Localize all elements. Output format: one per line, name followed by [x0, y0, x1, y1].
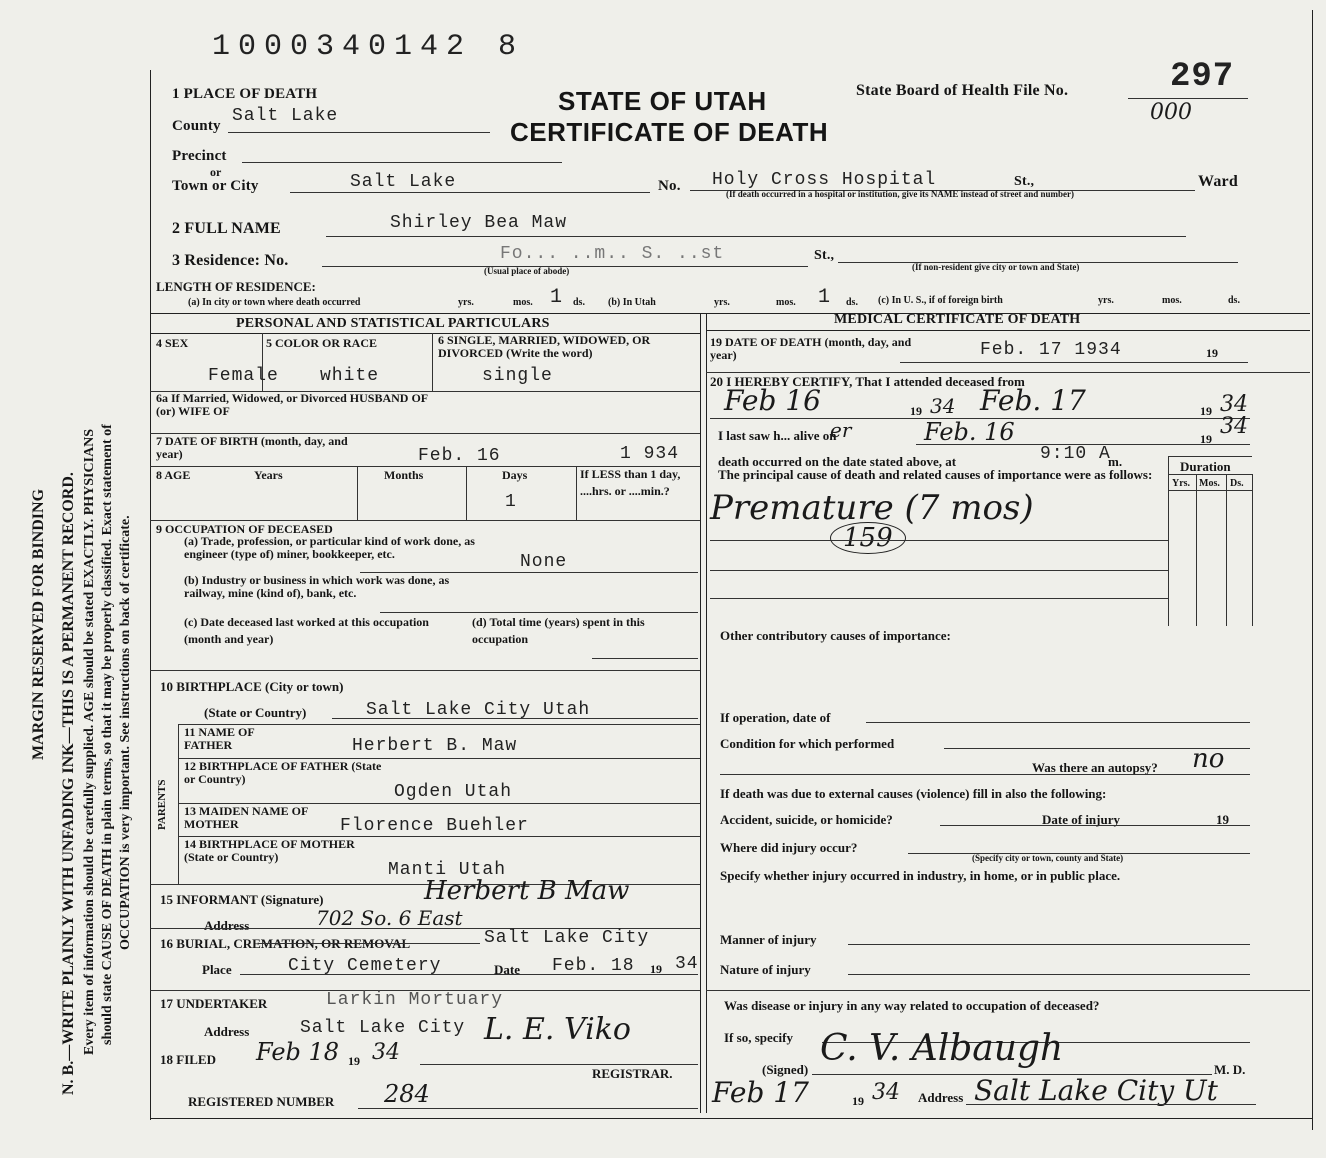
age-years-divider	[357, 466, 358, 520]
row-10-line	[150, 670, 700, 671]
days-label: Days	[502, 468, 528, 482]
file-number-line	[1128, 98, 1248, 99]
birthplace-label: 10 BIRTHPLACE (City or town)	[160, 679, 344, 694]
to-year-prefix: 19	[1200, 404, 1212, 418]
occupation-b-text: (b) Industry or business in which work was done, as railway, mine (kind of), bank, etc.	[184, 573, 450, 600]
usual-abode-note: (Usual place of abode)	[484, 266, 570, 276]
filed-year: 34	[372, 1040, 400, 1065]
dod-label-text: 19 DATE OF DEATH (month, day, and year)	[710, 335, 912, 362]
registrar-signature: L. E. Viko	[484, 1012, 631, 1047]
operation-label: If operation, date of	[720, 710, 831, 725]
undertaker-address-label: Address	[204, 1024, 250, 1039]
section-top-line	[150, 313, 1310, 314]
full-name-label: 2 FULL NAME	[172, 220, 281, 237]
occupation-related-label: Was disease or injury in any way related to occupation of deceased?	[724, 998, 1100, 1013]
marital-value: single	[482, 366, 553, 386]
duration-left-border	[1168, 456, 1169, 626]
injury-year-label: 19	[1216, 812, 1229, 827]
signed-label: (Signed)	[762, 1062, 809, 1077]
full-name-value: Shirley Bea Maw	[390, 213, 568, 233]
less-than-text: If LESS than 1 day, ....hrs. or ....min.?	[580, 467, 681, 498]
duration-ds-label: Ds.	[1230, 478, 1244, 489]
ward-label: Ward	[1198, 173, 1238, 190]
personal-heading: PERSONAL AND STATISTICAL PARTICULARS	[236, 316, 550, 331]
marital-label	[438, 334, 698, 360]
residence-c-yrs: yrs.	[1098, 295, 1114, 306]
death-time-suffix: m.	[1108, 454, 1123, 469]
or-label: or	[210, 165, 222, 179]
autopsy-label: Was there an autopsy?	[1032, 760, 1158, 775]
residence-b-yrs: yrs.	[714, 297, 730, 308]
from-year: 34	[930, 394, 956, 418]
date-of-death-value: Feb. 17 1934	[980, 340, 1122, 360]
residence-a-yrs: yrs.	[458, 297, 474, 308]
duration-mos-divider	[1226, 474, 1227, 626]
registrar-line	[420, 1064, 698, 1065]
residence-b-label: (b) In Utah	[608, 297, 656, 308]
accident-line	[940, 825, 1250, 826]
dob-year: 1 934	[620, 444, 680, 464]
signed-date: Feb 17	[712, 1076, 809, 1109]
occupation-time-line	[592, 658, 698, 659]
file-note: 000	[1150, 100, 1192, 125]
undertaker-value: Larkin Mortuary	[326, 990, 504, 1010]
mother-birthplace-label	[184, 838, 384, 864]
duration-label: Duration	[1180, 459, 1231, 474]
occupation-d-text: (d) Total time (years) spent in this occupation	[472, 615, 645, 646]
nature-label: Nature of injury	[720, 962, 811, 977]
birthplace-value: Salt Lake City Utah	[366, 700, 591, 720]
cause-line-2	[710, 570, 1168, 571]
last-saw-date: Feb. 16	[924, 418, 1015, 446]
serial-number: 1000340142 8	[212, 30, 525, 64]
residence-b-mos: mos.	[776, 297, 796, 308]
cause-line-1	[710, 540, 1168, 541]
occupation-a	[184, 535, 484, 561]
filed-year-prefix: 19	[348, 1054, 360, 1068]
center-divider-2	[706, 313, 707, 1113]
where-injury-label: Where did injury occur?	[720, 840, 858, 855]
years-label: Years	[254, 468, 283, 482]
file-number: 297	[1170, 58, 1235, 96]
state-title: STATE OF UTAH	[558, 86, 767, 116]
filed-label: 18 FILED	[160, 1052, 216, 1067]
birthplace-line	[332, 718, 698, 719]
duration-mos-label: Mos.	[1199, 478, 1220, 489]
spouse-label-text: 6a If Married, Widowed, or Divorced HUSBAND OF (or) WIFE OF	[156, 391, 428, 418]
last-saw-who: er	[830, 418, 852, 442]
right-border	[1312, 10, 1313, 1130]
instructions-line-3: OCCUPATION is very important. See instructions on back of certificate.	[118, 515, 133, 950]
cause-line-3	[710, 598, 1168, 599]
father-birthplace-value: Ogden Utah	[394, 782, 513, 802]
duration-col-line	[1168, 490, 1252, 491]
undertaker-address: Salt Lake City	[300, 1018, 466, 1038]
residence-b-ds: ds.	[846, 297, 858, 308]
operation-line	[866, 722, 1250, 723]
cause-value: Premature (7 mos)	[710, 488, 1034, 528]
other-causes-label: Other contributory causes of importance:	[720, 628, 951, 643]
father-bp-text: 12 BIRTHPLACE OF FATHER (State or Country)	[184, 759, 382, 786]
mother-label-text: 13 MAIDEN NAME OF MOTHER	[184, 804, 308, 831]
physician-address-label: Address	[918, 1090, 964, 1105]
residence-a-mos: mos.	[513, 297, 533, 308]
occupation-b	[184, 574, 484, 600]
attended-from: Feb 16	[724, 384, 821, 417]
institution-note: (If death occurred in a hospital or institution, give its NAME instead of street and number)	[726, 189, 1075, 199]
nature-line	[848, 974, 1250, 975]
informant-signature: Herbert B Maw	[424, 876, 630, 906]
spouse-label	[156, 392, 446, 418]
sex-value: Female	[208, 366, 279, 386]
row-11-line	[178, 724, 700, 725]
street-label: St.,	[1014, 174, 1035, 189]
injury-date-label: Date of injury	[1042, 812, 1120, 827]
residence-street-label: St.,	[814, 248, 835, 263]
industry-line	[380, 612, 698, 613]
physician-address-line	[966, 1104, 1256, 1105]
external-label: If death was due to external causes (violence) fill in also the following:	[720, 786, 1107, 801]
nb-margin-text: N. B.—WRITE PLAINLY WITH UNFADING INK—THIS IS A PERMANENT RECORD.	[60, 472, 77, 1095]
color-label: 5 COLOR OR RACE	[266, 336, 378, 350]
informant-address: 702 So. 6 East	[316, 906, 463, 930]
father-label-text: 11 NAME OF FATHER	[184, 725, 255, 752]
occupation-related-divider	[706, 990, 1310, 991]
residence-a-label: (a) In city or town where death occurred	[188, 297, 361, 308]
date-of-death-label	[710, 336, 930, 362]
age-label: 8 AGE	[156, 468, 191, 482]
last-saw-year: 34	[1220, 414, 1248, 439]
occupation-value: None	[520, 552, 568, 572]
burial-place-label: Place	[202, 962, 232, 977]
sex-label: 4 SEX	[156, 336, 189, 350]
manner-label: Manner of injury	[720, 932, 817, 947]
instructions-line-1: Every item of information should be carefully supplied. AGE should be stated EXACTLY. PHYSICIANS	[82, 428, 97, 1055]
left-border	[150, 70, 151, 1120]
duration-ds-divider	[1252, 474, 1253, 626]
precinct-label: Precinct	[172, 148, 227, 164]
residence-c-ds: ds.	[1228, 295, 1240, 306]
residence-c-mos: mos.	[1162, 295, 1182, 306]
row-20-line	[706, 372, 1310, 373]
father-label	[184, 726, 304, 752]
registered-number-label: REGISTERED NUMBER	[188, 1094, 335, 1109]
county-line	[228, 132, 490, 133]
place-of-death-heading: 1 PLACE OF DEATH	[172, 86, 318, 102]
age-days-divider	[576, 466, 577, 520]
registered-number: 284	[384, 1080, 430, 1108]
dob-label-text: 7 DATE OF BIRTH (month, day, and year)	[156, 434, 348, 461]
residence-b-days: 1	[818, 286, 832, 309]
burial-place-line	[240, 974, 698, 975]
number-label: No.	[658, 178, 681, 194]
mother-bp-text: 14 BIRTHPLACE OF MOTHER (State or Country)	[184, 837, 355, 864]
medical-heading: MEDICAL CERTIFICATE OF DEATH	[834, 312, 1081, 327]
duration-yrs-divider	[1196, 474, 1197, 626]
cause-code: 159	[830, 522, 906, 554]
burial-year: 34	[675, 954, 699, 974]
cause-label	[718, 468, 1168, 482]
dod-line	[900, 362, 1248, 363]
full-name-line	[326, 236, 1186, 237]
death-time: 9:10 A	[1040, 444, 1111, 464]
occupation-c	[184, 614, 444, 648]
days-value: 1	[505, 492, 517, 512]
marital-label-text: 6 SINGLE, MARRIED, WIDOWED, OR DIVORCED (Write the word)	[438, 333, 651, 360]
mother-birthplace-value: Manti Utah	[388, 860, 507, 880]
dob-label	[156, 435, 366, 461]
attended-to: Feb. 17	[980, 384, 1086, 417]
informant-address-label: Address	[204, 918, 250, 933]
signed-year: 34	[872, 1080, 900, 1105]
cause-label-text: The principal cause of death and related causes of importance were as follows:	[718, 467, 1153, 482]
birthplace-state-label: (State or Country)	[204, 705, 307, 720]
certify-label: 20 I HEREBY CERTIFY, That I attended deceased from	[710, 374, 1025, 389]
to-year: 34	[1220, 392, 1248, 417]
parents-divider	[178, 724, 179, 884]
center-divider	[700, 313, 701, 1113]
last-saw-year-prefix: 19	[1200, 432, 1212, 446]
burial-date: Feb. 18	[552, 956, 635, 976]
last-saw-label: I last saw h... alive on	[718, 428, 837, 443]
race-divider	[432, 333, 433, 391]
duration-top	[1168, 456, 1252, 457]
occupation-label: 9 OCCUPATION OF DECEASED	[156, 522, 333, 536]
mother-value: Florence Buehler	[340, 816, 529, 836]
age-months-divider	[466, 466, 467, 520]
if-so-label: If so, specify	[724, 1030, 793, 1045]
burial-value: Salt Lake City	[484, 928, 650, 948]
nonresident-note: (If non-resident give city or town and State)	[912, 262, 1080, 272]
filed-date: Feb 18	[256, 1038, 340, 1066]
burial-year-prefix: 19	[650, 962, 662, 976]
specify-injury-label: Specify whether injury occurred in industry, in home, or in public place.	[720, 868, 1121, 883]
residence-value: Fo... ..m.. S. ..st	[500, 244, 725, 264]
burial-place: City Cemetery	[288, 956, 442, 976]
parents-label: PARENTS	[156, 779, 168, 830]
length-of-residence-label: LENGTH OF RESIDENCE:	[156, 279, 316, 294]
registrar-label: REGISTRAR.	[592, 1066, 673, 1081]
regno-line	[358, 1108, 698, 1109]
medical-heading-line	[706, 330, 1310, 331]
residence-c-label: (c) In U. S., if of foreign birth	[878, 295, 1003, 306]
condition-label: Condition for which performed	[720, 736, 895, 751]
duration-yrs-label: Yrs.	[1172, 478, 1191, 489]
manner-line	[848, 944, 1250, 945]
dob-month: Feb. 16	[418, 446, 501, 466]
autopsy-line	[720, 774, 1250, 775]
residence-label: 3 Residence: No.	[172, 252, 289, 269]
residence-a-ds: ds.	[573, 297, 585, 308]
county-label: County	[172, 118, 221, 134]
file-number-label: State Board of Health File No.	[856, 82, 1069, 99]
father-value: Herbert B. Maw	[352, 736, 518, 756]
signed-year-prefix: 19	[852, 1094, 864, 1108]
accident-label: Accident, suicide, or homicide?	[720, 812, 893, 827]
county-value: Salt Lake	[232, 106, 339, 126]
town-line	[290, 192, 650, 193]
occupation-c-text: (c) Date deceased last worked at this occupation (month and year)	[184, 615, 429, 646]
md-label: M. D.	[1214, 1062, 1246, 1077]
row-9-line	[150, 520, 700, 521]
informant-label: 15 INFORMANT (Signature)	[160, 892, 324, 907]
burial-label: 16 BURIAL, CREMATION, OR REMOVAL	[160, 936, 411, 951]
physician-signature: C. V. Albaugh	[820, 1028, 1064, 1069]
undertaker-label: 17 UNDERTAKER	[160, 996, 268, 1011]
death-at-label: death occurred on the date stated above, at	[718, 454, 957, 469]
cremation-strike	[258, 943, 480, 944]
certificate-title: CERTIFICATE OF DEATH	[510, 117, 829, 147]
months-label: Months	[384, 468, 424, 482]
residence-a-days: 1	[550, 286, 564, 309]
autopsy-value: no	[1192, 744, 1225, 774]
physician-address: Salt Lake City Ut	[974, 1074, 1218, 1107]
occupation-d	[472, 614, 652, 648]
mother-label	[184, 805, 344, 831]
binding-margin-text: MARGIN RESERVED FOR BINDING	[30, 488, 47, 760]
institution-value: Holy Cross Hospital	[712, 170, 937, 190]
town-label: Town or City	[172, 178, 259, 194]
precinct-line	[242, 162, 562, 163]
bottom-border	[150, 1118, 1312, 1119]
instructions-line-2: should state CAUSE OF DEATH in plain terms, so that it may be properly classified. Exact statement of	[100, 424, 115, 1045]
occupation-a-text: (a) Trade, profession, or particular kind of work done, as engineer (type of) miner, bookkeeper, etc.	[184, 534, 475, 561]
less-than-label	[580, 466, 698, 500]
where-note: (Specify city or town, county and State)	[972, 853, 1124, 863]
color-value: white	[320, 366, 380, 386]
from-year-prefix: 19	[910, 404, 922, 418]
dod-year-suffix: 19	[1206, 346, 1218, 360]
town-value: Salt Lake	[350, 172, 457, 192]
father-birthplace-label	[184, 760, 384, 786]
burial-date-label: Date	[494, 962, 520, 977]
